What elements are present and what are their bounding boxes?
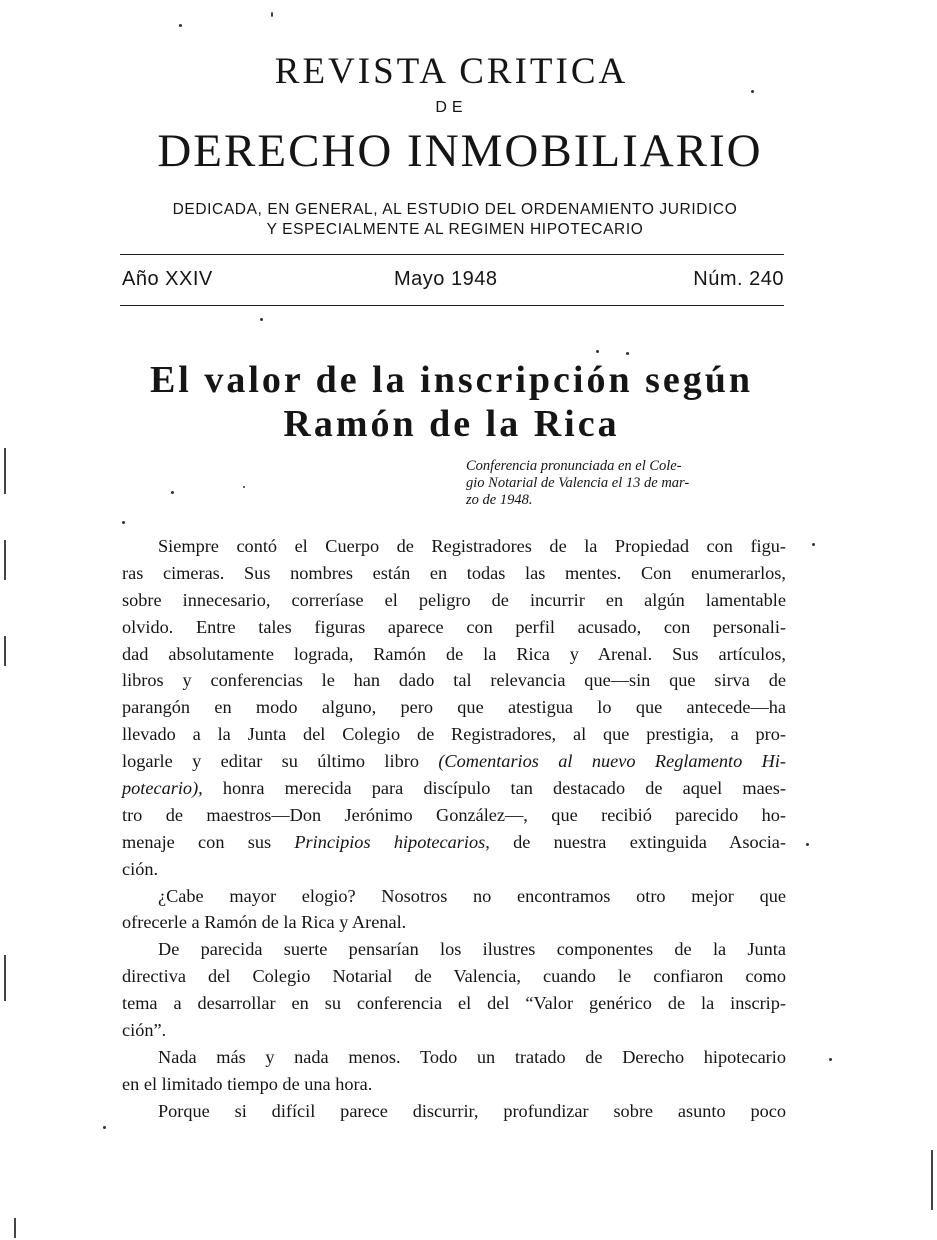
body-line: olvido. Entre tales figuras aparece con perfil acusado, con personali- xyxy=(122,616,786,637)
body-text-roman: honra merecida para discípulo tan destacado de aquel maes- xyxy=(202,778,786,799)
body-line xyxy=(122,775,786,802)
book-title-italic: potecario), xyxy=(122,778,203,799)
body-line: ción. xyxy=(122,858,159,879)
body-line: llevado a la Junta del Colegio de Registradores, al que prestigia, a pro- xyxy=(122,724,786,745)
scan-speck xyxy=(179,24,182,27)
body-line: ras cimeras. Sus nombres están en todas las mentes. Con enumerarlos, xyxy=(122,562,786,583)
scan-speck xyxy=(596,350,599,353)
body-line: parangón en modo alguno, pero que atestigua lo que antecede—ha xyxy=(122,697,786,718)
scan-speck xyxy=(626,352,629,355)
issue-year: Año XXIV xyxy=(122,268,213,290)
scan-edge-mark xyxy=(4,448,6,494)
scan-speck xyxy=(260,318,263,321)
article-title xyxy=(0,358,903,446)
epigraph-line: zo de 1948. xyxy=(466,492,533,508)
scan-speck xyxy=(829,1058,832,1061)
scan-speck xyxy=(103,1126,106,1129)
body-line: libros y conferencias le han dado tal relevancia que—sin que sirva de xyxy=(122,670,786,691)
body-text-roman: logarle y editar su último libro xyxy=(122,751,439,772)
journal-subject: DERECHO INMOBILIARIO xyxy=(157,125,763,177)
issue-info-bar xyxy=(120,268,784,296)
article-title-line-2: Ramón de la Rica xyxy=(283,403,620,445)
body-line: Nada más y nada menos. Todo un tratado de Derecho hipotecario xyxy=(158,1046,786,1067)
journal-title: REVISTA CRITICA xyxy=(274,51,629,92)
body-line: tro de maestros—Don Jerónimo González—, que recibió parecido ho- xyxy=(122,804,786,825)
scan-speck xyxy=(271,12,273,17)
scan-edge-mark xyxy=(4,540,6,580)
dedication-line-1: DEDICADA, EN GENERAL, AL ESTUDIO DEL ORDENAMIENTO JURIDICO xyxy=(172,201,738,218)
body-text-roman: de nuestra extinguida Asocia- xyxy=(489,831,786,852)
scan-speck xyxy=(171,491,174,494)
header-rule-top xyxy=(120,254,784,255)
journal-connector: DE xyxy=(435,99,468,116)
body-line: directiva del Colegio Notarial de Valencia, cuando le confiaron como xyxy=(122,966,786,987)
body-line: tema a desarrollar en su conferencia el del “Valor genérico de la inscrip- xyxy=(122,993,786,1014)
issue-number: Núm. 240 xyxy=(693,268,784,290)
body-line: sobre innecesario, correríase el peligro de incurrir en algún lamentable xyxy=(122,589,786,610)
scan-edge-mark xyxy=(931,1150,933,1210)
body-line: De parecida suerte pensarían los ilustres componentes de la Junta xyxy=(158,939,786,960)
epigraph-line: gio Notarial de Valencia el 13 de mar- xyxy=(466,475,690,491)
header-rule-bottom xyxy=(120,305,784,306)
body-line: ¿Cabe mayor elogio? Nosotros no encontramos otro mejor que xyxy=(158,885,786,906)
body-text-roman: menaje con sus xyxy=(122,831,295,852)
book-title-italic: (Comentarios al nuevo Reglamento Hi- xyxy=(438,751,786,772)
scan-speck xyxy=(806,843,809,846)
article-body xyxy=(122,533,786,1125)
body-line: en el limitado tiempo de una hora. xyxy=(122,1073,373,1094)
scan-speck xyxy=(751,90,754,93)
scan-edge-mark xyxy=(4,955,6,1001)
book-title-italic: Principios hipotecarios, xyxy=(294,831,490,852)
scan-edge-mark xyxy=(14,1218,16,1238)
body-line: Porque si difícil parece discurrir, profundizar sobre asunto poco xyxy=(158,1100,786,1121)
scan-speck xyxy=(243,486,245,488)
article-title-line-1: El valor de la inscripción según xyxy=(149,359,754,401)
body-line: ofrecerle a Ramón de la Rica y Arenal. xyxy=(122,912,407,933)
scan-edge-mark xyxy=(4,636,6,666)
epigraph xyxy=(466,458,786,509)
body-line: Siempre contó el Cuerpo de Registradores de la Propiedad con figu- xyxy=(158,536,786,556)
body-line: dad absolutamente lograda, Ramón de la Rica y Arenal. Sus artículos, xyxy=(122,643,786,664)
epigraph-line: Conferencia pronunciada en el Cole- xyxy=(466,458,682,474)
body-line xyxy=(122,748,786,775)
body-line: ción”. xyxy=(122,1020,167,1041)
issue-date: Mayo 1948 xyxy=(394,268,498,290)
body-line xyxy=(122,829,786,856)
scan-speck xyxy=(812,543,815,546)
dedication-line-2: Y ESPECIALMENTE AL REGIMEN HIPOTECARIO xyxy=(266,221,644,238)
scan-speck xyxy=(122,521,125,524)
